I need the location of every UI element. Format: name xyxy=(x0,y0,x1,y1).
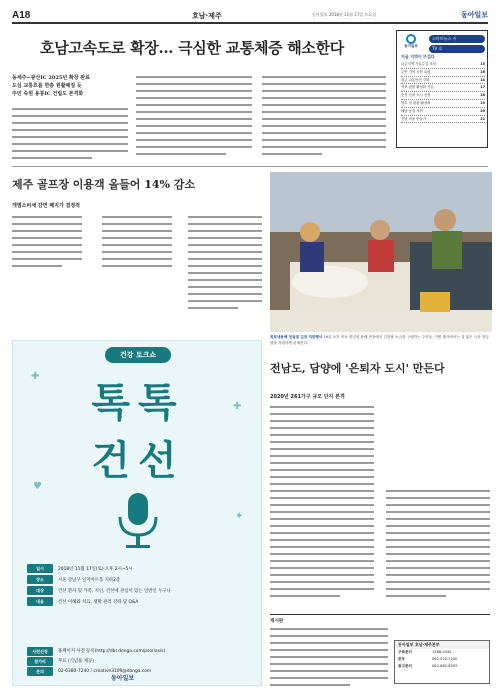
salt-market-photo xyxy=(270,172,492,332)
index-row[interactable]: 해남 농업 지원 20 xyxy=(401,108,485,116)
text-lines xyxy=(136,74,252,162)
subscribe-row: 광고문의 062-682-8592 xyxy=(398,664,458,668)
index-title: 지금 지역이 뜨겁다 xyxy=(401,54,435,59)
lead-subhead-1: 동세주~광산IC 2025년 확장 완료 xyxy=(12,75,90,81)
index-pill-2[interactable]: TV 호 xyxy=(429,45,485,53)
lead-subheads xyxy=(12,74,132,98)
page-number: A18 xyxy=(12,10,31,21)
plus-icon: ✚ xyxy=(233,401,242,412)
index-rows xyxy=(401,61,485,123)
lead-subhead-3: 주민 숙원 용봉IC 건립도 본격화 xyxy=(12,91,84,97)
index-pill-1[interactable]: 스마트뉴스 시 xyxy=(429,35,485,43)
subscribe-box xyxy=(394,640,490,684)
text-lines xyxy=(270,626,388,688)
ad-foot-row[interactable]: 사전신청 홈페이지 사전 등록(http://dbr.donga.com/psoriasis) xyxy=(27,646,249,656)
news-photo xyxy=(270,172,492,332)
subscribe-title: 동아일보 호남·제주본부 xyxy=(395,641,489,649)
subscribe-row: 구독문의 1588-5345 xyxy=(398,650,452,654)
heart-icon: ♥ xyxy=(33,481,42,492)
text-lines xyxy=(12,106,128,162)
index-row[interactable]: 목포 관광 활성화 사업 17 xyxy=(401,84,485,92)
pill-icon: ✚ xyxy=(31,371,40,382)
index-logo xyxy=(400,34,422,52)
damyang-subhead: 2020년 261가구 규모 단지 본격 xyxy=(270,394,345,400)
damyang-body xyxy=(270,404,490,608)
index-row[interactable]: 여수 섬 관광 활성화 19 xyxy=(401,100,485,108)
damyang-headline: 전남도, 담양에 '은퇴자 도시' 만든다 xyxy=(270,362,445,375)
ad-title-1: 톡톡 xyxy=(91,380,185,426)
lead-subhead-2: 도심 교통흐름 한층 원활해질 듯 xyxy=(12,83,82,89)
section-divider xyxy=(12,166,488,167)
ad-info-row: 대상 건선 환자 및 가족, 지인, 건선에 관심이 있는 일반인 누구나 xyxy=(27,585,249,596)
jeju-subhead: 개별소비세 감면 폐지가 결정적 xyxy=(12,203,81,209)
text-lines xyxy=(262,74,386,162)
lead-body-col-1 xyxy=(12,106,128,162)
ad-badge: 건강 토크쇼 xyxy=(105,347,171,363)
index-logo-text: 동아일보 xyxy=(404,44,418,48)
microphone-icon xyxy=(108,491,168,551)
ad-foot-row[interactable]: 문의 02-6380-7240 / creative3109@donga.com xyxy=(27,666,249,676)
notice-title: 게시판 xyxy=(270,619,284,624)
caption-lead: 목포냉동해 천일염 김장 직판행사 xyxy=(270,335,323,339)
ad-info-row: 일시 2018년 11월 17일(토) 오후 2시~5시 xyxy=(27,563,249,574)
health-talk-ad[interactable] xyxy=(12,340,262,686)
page-header xyxy=(12,10,488,24)
photo-caption xyxy=(270,334,490,346)
ad-info-row: 장소 서울 강남구 일지아트홀 지하2층 xyxy=(27,574,249,585)
index-pills xyxy=(429,35,485,55)
subscribe-row: 본부 062-520-7200 xyxy=(398,657,458,661)
lead-body-col-2 xyxy=(136,74,252,162)
jeju-headline: 제주 골프장 이용객 올들어 14% 감소 xyxy=(12,178,196,191)
circle-logo-icon xyxy=(406,34,416,44)
lead-body-col-3 xyxy=(262,74,386,162)
text-lines xyxy=(12,214,262,332)
ad-brand: 동아일보 xyxy=(111,675,135,682)
index-row[interactable]: 나주지역 가로수길 조성 15 xyxy=(401,61,485,69)
ad-footer xyxy=(27,646,249,676)
index-row[interactable]: 무안 지역 공원 호평 16 xyxy=(401,69,485,77)
jeju-body xyxy=(12,214,262,332)
section-name: 호남·제주 xyxy=(192,12,222,20)
caption-text: 16일 오후 목포 천일염 판매 현장에서 김장용 소금을 구매하는 주민들. 이번 행사에서는 질 좋은 국산 천일염을 저렴하게 판매한다. xyxy=(270,335,489,345)
ad-info xyxy=(27,563,249,607)
index-box xyxy=(396,30,488,148)
index-row[interactable]: 순천 문화 도시 선정 18 xyxy=(401,92,485,100)
main-headline: 호남고속도로 확장… 극심한 교통체증 해소한다 xyxy=(40,39,345,57)
text-lines xyxy=(270,404,490,608)
index-row[interactable]: 전남 마을 만들기 21 xyxy=(401,116,485,124)
ad-info-row: 내용 건선 이해와 치료, 생활 관리 강좌 및 Q&A xyxy=(27,596,249,607)
issue-meta: 동아일보 2018년 11월 17일 토요일 xyxy=(312,12,377,17)
ad-title-2: 건선 xyxy=(91,438,185,484)
star-icon: ✦ xyxy=(235,511,244,522)
newspaper-logo: 동아일보 xyxy=(460,11,488,19)
ad-foot-row: 참가비 무료 (기념품 제공) xyxy=(27,656,249,666)
index-row[interactable]: 광주 교통안전 강화 14 xyxy=(401,77,485,85)
